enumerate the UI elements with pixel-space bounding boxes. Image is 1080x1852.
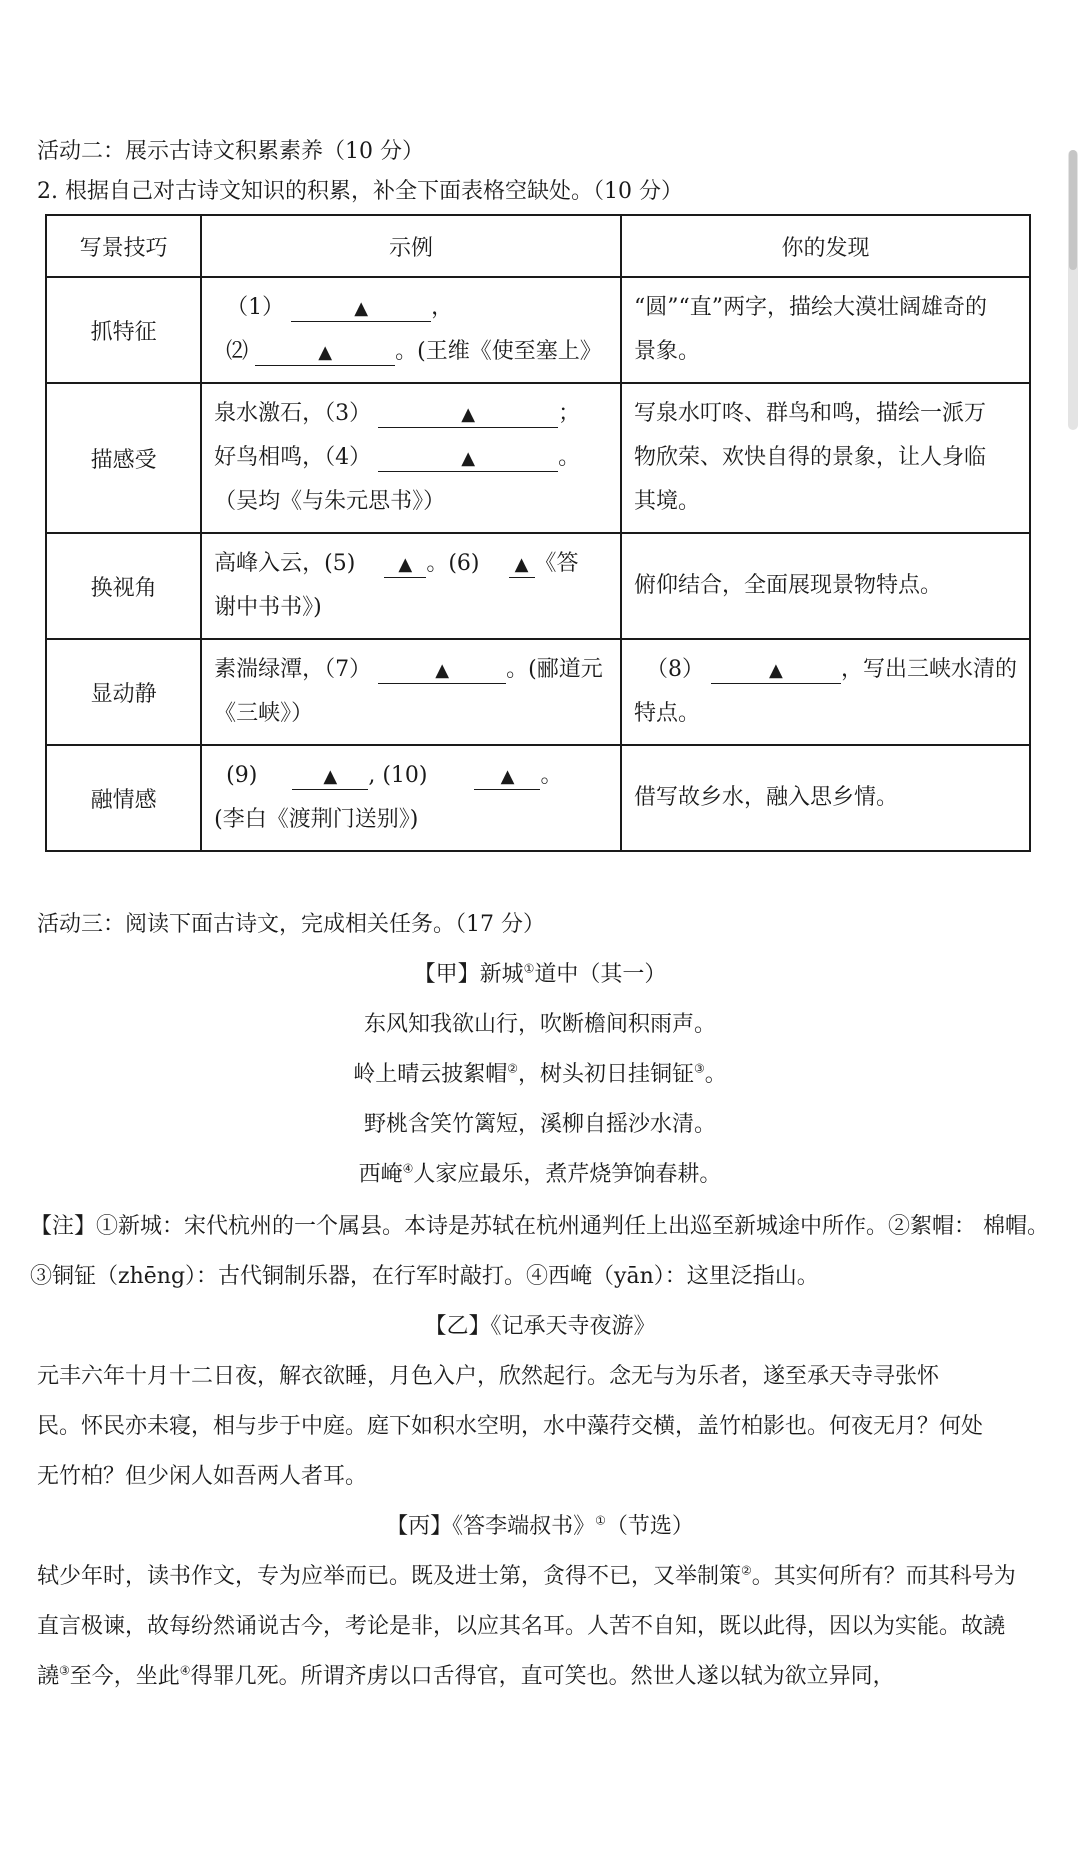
- example-cell: [201, 639, 621, 745]
- table-row: [46, 745, 1030, 851]
- example-text: (9): [226, 763, 258, 788]
- text-bing-title: 【丙】《答李端叔书》①（节选）: [386, 1513, 694, 1539]
- example-text: 。: [540, 763, 563, 788]
- poem-line: 岭上晴云披絮帽②，树头初日挂铜钲③。: [353, 1061, 727, 1087]
- scrollbar[interactable]: [1068, 150, 1078, 430]
- poem-note: 【注】①新城：宋代杭州的一个属县。本诗是苏轼在杭州通判任上出巡至新城途中所作。②絮帽： 棉帽。: [30, 1214, 1049, 1239]
- example-text: ，: [431, 295, 454, 320]
- answer-blank-5[interactable]: ▲: [384, 552, 426, 578]
- example-source: (李白《渡荆门送别》): [214, 807, 419, 832]
- question-2: 2. 根据自己对古诗文知识的积累，补全下面表格空缺处。（10 分）: [37, 179, 683, 204]
- finding-cell: 借写故乡水，融入思乡情。: [621, 745, 1030, 851]
- example-text: 。(6): [426, 551, 480, 576]
- example-cell: [201, 383, 621, 533]
- technique-cell: 描感受: [46, 383, 201, 533]
- example-cell: [201, 745, 621, 851]
- finding-cell: 写泉水叮咚、群鸟和鸣，描绘一派万 物欣荣、欢快自得的景象，让人身临 其境。: [621, 383, 1030, 533]
- technique-cell: 融情感: [46, 745, 201, 851]
- answer-blank-7[interactable]: ▲: [378, 658, 506, 684]
- prose-line: 譊③至今，坐此④得罪几死。所谓齐虏以口舌得官，直可笑也。然世人遂以轼为欲立异同，: [37, 1663, 895, 1689]
- example-text: 《答: [534, 551, 579, 576]
- poem-jia-title: 【甲】新城①道中（其一）: [413, 961, 667, 987]
- example-source: 谢中书书》): [214, 595, 322, 620]
- techniques-table: [45, 214, 1031, 852]
- activity3-title: 活动三：阅读下面古诗文，完成相关任务。（17 分）: [37, 912, 545, 937]
- answer-blank-3[interactable]: ▲: [378, 402, 558, 428]
- table-row: [46, 277, 1030, 383]
- example-source: （吴均《与朱元思书》）: [214, 489, 446, 514]
- example-text: 好鸟相鸣，（4）: [214, 445, 372, 470]
- prose-line: 轼少年时，读书作文，专为应举而已。既及进士第，贪得不已，又举制策②。其实何所有？而其科号为: [37, 1563, 1016, 1589]
- scrollbar-thumb[interactable]: [1069, 150, 1077, 270]
- example-text: 高峰入云，(5): [214, 551, 356, 576]
- answer-blank-6[interactable]: ▲: [509, 552, 535, 578]
- activity2-title: 活动二：展示古诗文积累素养（10 分）: [37, 139, 424, 164]
- header-finding: 你的发现: [621, 215, 1030, 277]
- table-header-row: [46, 215, 1030, 277]
- poem-line: 东风知我欲山行，吹断檐间积雨声。: [363, 1012, 716, 1037]
- example-text: 。(郦道元: [506, 657, 603, 682]
- prose-line: 民。怀民亦未寝，相与步于中庭。庭下如积水空明，水中藻荇交横，盖竹柏影也。何夜无月？何处: [37, 1414, 984, 1439]
- header-technique: 写景技巧: [46, 215, 201, 277]
- example-cell: [201, 277, 621, 383]
- finding-cell: 俯仰结合，全面展现景物特点。: [621, 533, 1030, 639]
- example-source: 《三峡》）: [214, 701, 314, 726]
- prose-line: 元丰六年十月十二日夜，解衣欲睡，月色入户，欣然起行。念无与为乐者，遂至承天寺寻张怀: [37, 1364, 940, 1389]
- table-row: [46, 639, 1030, 745]
- poem-note: ③铜钲（zhēng）：古代铜制乐器，在行军时敲打。④西崦（yān）：这里泛指山。: [30, 1264, 819, 1289]
- example-text: ；: [558, 401, 581, 426]
- prose-line: 直言极谏，故每纷然诵说古今，考论是非，以应其名耳。人苦不自知，既以此得，因以为实能。故譊: [37, 1614, 1006, 1639]
- example-text: ⑵: [226, 339, 249, 364]
- header-example: 示例: [201, 215, 621, 277]
- finding-text: ，写出三峡水清的: [840, 657, 1017, 682]
- example-text: , (10): [368, 763, 428, 788]
- answer-blank-1[interactable]: ▲: [291, 296, 431, 322]
- technique-cell: 换视角: [46, 533, 201, 639]
- example-text: （1）: [226, 295, 285, 320]
- poem-line: 野桃含笑竹篱短，溪柳自摇沙水清。: [363, 1112, 716, 1137]
- answer-blank-10[interactable]: ▲: [474, 764, 540, 790]
- example-text: 。(王维《使至塞上》: [395, 339, 602, 364]
- finding-cell: （8） ▲ ，写出三峡水清的 特点。: [621, 639, 1030, 745]
- answer-blank-8[interactable]: ▲: [711, 658, 841, 684]
- answer-blank-4[interactable]: ▲: [378, 446, 558, 472]
- table-row: [46, 533, 1030, 639]
- example-text: 。: [558, 445, 581, 470]
- answer-blank-9[interactable]: ▲: [292, 764, 368, 790]
- example-cell: [201, 533, 621, 639]
- finding-cell: “圆”“直”两字，描绘大漠壮阔雄奇的 景象。: [621, 277, 1030, 383]
- poem-line: 西崦④人家应最乐，煮芹烧笋饷春耕。: [358, 1161, 722, 1187]
- table-row: [46, 383, 1030, 533]
- finding-text: （8）: [645, 657, 704, 682]
- example-text: 泉水激石，（3）: [214, 401, 372, 426]
- technique-cell: 显动静: [46, 639, 201, 745]
- prose-line: 无竹柏？但少闲人如吾两人者耳。: [37, 1464, 368, 1489]
- text-yi-title: 【乙】《记承天寺夜游》: [424, 1314, 656, 1339]
- technique-cell: 抓特征: [46, 277, 201, 383]
- answer-blank-2[interactable]: ▲: [255, 340, 395, 366]
- example-text: 素湍绿潭，（7）: [214, 657, 372, 682]
